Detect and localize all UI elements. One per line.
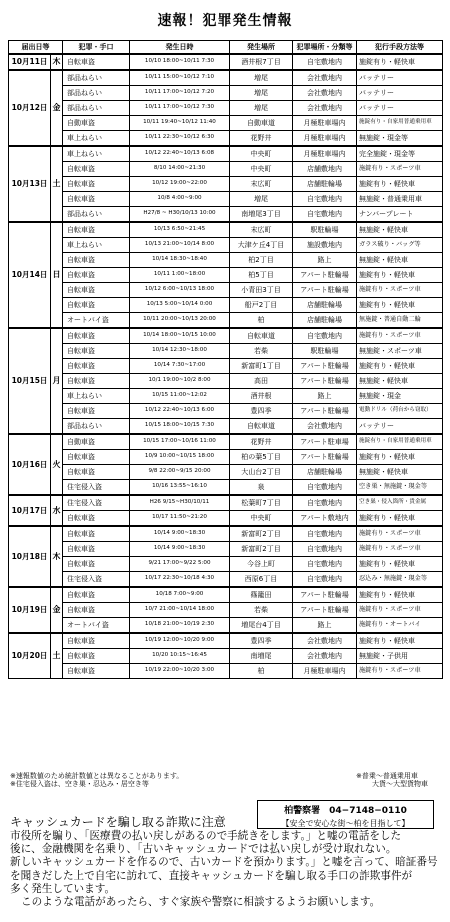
method-cell: 無施錠・軽快車 (357, 253, 443, 268)
location-cell: 柏 (230, 313, 293, 329)
place-category-cell: 店舗駐輪場 (293, 313, 357, 329)
location-cell: 自転車道 (230, 328, 293, 344)
table-row (9, 131, 443, 147)
header-crime-type: 犯罪・手口 (63, 41, 130, 55)
datetime-cell: 10/14 9:00~18:30 (130, 542, 230, 557)
datetime-cell: 10/11 1:00~18:00 (130, 268, 230, 283)
weekday-cell: 日 (51, 222, 63, 328)
crime-type-cell: 自転車盗 (63, 177, 130, 192)
method-cell: 施錠有り・スポーツ車 (357, 603, 443, 618)
crime-type-cell: 自転車盗 (63, 450, 130, 465)
table-row (9, 298, 443, 313)
datetime-cell: 10/20 10:15~16:45 (130, 649, 230, 664)
method-cell: 施錠有り・自家用普通乗用車 (357, 434, 443, 450)
location-cell: 柏の葉5丁目 (230, 450, 293, 465)
report-date-cell: 10月13日 (9, 146, 51, 222)
method-cell: 施錠有り・スポーツ車 (357, 526, 443, 542)
method-cell: 施錠有り・軽快車 (357, 177, 443, 192)
place-category-cell: 月極駐車場内 (293, 146, 357, 162)
table-row (9, 192, 443, 207)
weekday-cell: 土 (51, 633, 63, 679)
report-date-cell: 10月12日 (9, 70, 51, 146)
table-row (9, 664, 443, 679)
place-category-cell: 会社敷地内 (293, 649, 357, 664)
table-row (9, 389, 443, 404)
crime-type-cell: 自転車盗 (63, 253, 130, 268)
datetime-cell: 10/14 12:30~18:00 (130, 344, 230, 359)
place-category-cell: 施設敷地内 (293, 238, 357, 253)
crime-type-cell: 住宅侵入盗 (63, 495, 130, 511)
weekday-cell: 木 (51, 526, 63, 587)
table-row (9, 633, 443, 649)
table-row (9, 101, 443, 116)
table-row (9, 70, 443, 86)
place-category-cell: 自宅敷地内 (293, 207, 357, 223)
crime-type-cell: 部品ねらい (63, 207, 130, 223)
location-cell: 自転車道 (230, 419, 293, 435)
table-row (9, 86, 443, 101)
method-cell: 施錠有り・軽快車 (357, 511, 443, 527)
note-vehicle-abbrev-1: ※普乗～普通乗用車 (356, 772, 418, 780)
place-category-cell: 自宅敷地内 (293, 480, 357, 496)
place-category-cell: 月極駐車場内 (293, 664, 357, 679)
report-date-cell: 10月14日 (9, 222, 51, 328)
weekday-cell: 金 (51, 587, 63, 633)
table-row (9, 374, 443, 389)
location-cell: 花野井 (230, 434, 293, 450)
header-method: 犯行手段方法等 (357, 41, 443, 55)
crime-type-cell: オートバイ盗 (63, 618, 130, 634)
table-row (9, 465, 443, 480)
crime-type-cell: 自転車盗 (63, 542, 130, 557)
datetime-cell: 10/1 19:00~10/2 8:00 (130, 374, 230, 389)
datetime-cell: 10/7 21:00~10/14 18:00 (130, 603, 230, 618)
location-cell: 松葉町7丁目 (230, 495, 293, 511)
location-cell: 中央町 (230, 511, 293, 527)
table-row (9, 618, 443, 634)
table-row (9, 328, 443, 344)
table-row (9, 207, 443, 223)
method-cell: バッテリー (357, 86, 443, 101)
location-cell: 新富町2丁目 (230, 542, 293, 557)
place-category-cell: 自宅敷地内 (293, 572, 357, 588)
table-row (9, 238, 443, 253)
place-category-cell: 会社敷地内 (293, 86, 357, 101)
location-cell: 西原6丁目 (230, 572, 293, 588)
table-row (9, 344, 443, 359)
place-category-cell: 駅駐輪場 (293, 222, 357, 238)
method-cell: 施錠有り・軽快車 (357, 587, 443, 603)
place-category-cell: 月極駐車場内 (293, 131, 357, 147)
method-cell: 施錠有り・軽快車 (357, 450, 443, 465)
crime-type-cell: 自転車盗 (63, 344, 130, 359)
warning-title: キャッシュカードを騙し取る詐欺に注意 (10, 815, 226, 829)
table-row (9, 283, 443, 298)
crime-type-cell: 車上ねらい (63, 238, 130, 253)
method-cell: 忍込み・無施錠・現金等 (357, 572, 443, 588)
table-row (9, 603, 443, 618)
note-statistics: ※速報数値のため統計数値とは異なることがあります。 (10, 772, 184, 780)
method-cell: 無施錠・軽快車 (357, 374, 443, 389)
table-row (9, 649, 443, 664)
method-cell: 無施錠・子供用 (357, 649, 443, 664)
report-date-cell: 10月20日 (9, 633, 51, 679)
location-cell: 柏5丁目 (230, 268, 293, 283)
datetime-cell: 10/13 6:50~21:45 (130, 222, 230, 238)
note-burglary: ※住宅侵入盗は、空き巣・忍込み・居空き等 (10, 780, 149, 788)
location-cell: 若柴 (230, 344, 293, 359)
header-place-category: 犯罪場所・分類等 (293, 41, 357, 55)
location-cell: 中央町 (230, 146, 293, 162)
table-row (9, 177, 443, 192)
crime-type-cell: 自転車盗 (63, 374, 130, 389)
place-category-cell: アパート駐輪場 (293, 603, 357, 618)
warning-line: を聞きだした上で自宅に訪れて、直接キャッシュカードを騙し取る手口の詐欺事件が (10, 869, 413, 882)
method-cell: 施錠有り・軽快車 (357, 298, 443, 313)
warning-line: 多く発生しています。 (10, 882, 116, 895)
table-row (9, 495, 443, 511)
location-cell: 増尾 (230, 86, 293, 101)
police-motto: 【安全で安心な街〜柏を目指して】 (281, 819, 410, 828)
warning-line: 後に、金融機関を名乗り、「古いキャッシュカードでは払い戻しが受け取れない。 (10, 843, 397, 856)
table-row (9, 587, 443, 603)
location-cell: 酒井根 (230, 389, 293, 404)
report-date-cell: 10月18日 (9, 526, 51, 587)
location-cell: 花野井 (230, 131, 293, 147)
method-cell: 無施錠・現金等 (357, 131, 443, 147)
table-row (9, 480, 443, 496)
location-cell: 柏2丁目 (230, 253, 293, 268)
place-category-cell: 路上 (293, 389, 357, 404)
method-cell: 施錠有り・自家用普通乗用車 (357, 116, 443, 131)
location-cell: 末広町 (230, 177, 293, 192)
crime-type-cell: 自転車盗 (63, 649, 130, 664)
warning-line: 新しいキャッシュカードを作るので、古いカードを預かります。」と嘘を言って、暗証番号 (10, 856, 438, 869)
crime-type-cell: 自転車盗 (63, 526, 130, 542)
table-row (9, 54, 443, 70)
place-category-cell: 月極駐車場内 (293, 116, 357, 131)
method-cell: 電動ドリル（荷台から窃取） (357, 404, 443, 419)
warning-line: 市役所を騙り、「医療費の払い戻しがあるので手続きをします。」と嘘の電話をした (10, 830, 402, 842)
location-cell: 船戸2丁目 (230, 298, 293, 313)
table-row (9, 253, 443, 268)
place-category-cell: 自宅敷地内 (293, 328, 357, 344)
crime-type-cell: 自転車盗 (63, 587, 130, 603)
place-category-cell: 店舗敷地内 (293, 162, 357, 177)
crime-type-cell: 自動車盗 (63, 434, 130, 450)
datetime-cell: 10/18 7:00~9:00 (130, 587, 230, 603)
place-category-cell: アパート敷地内 (293, 511, 357, 527)
place-category-cell: 会社敷地内 (293, 633, 357, 649)
location-cell: 増尾 (230, 70, 293, 86)
place-category-cell: 店舗駐輪場 (293, 177, 357, 192)
method-cell: バッテリー (357, 101, 443, 116)
place-category-cell: アパート駐輪場 (293, 404, 357, 419)
place-category-cell: 路上 (293, 618, 357, 634)
location-cell: 新富町2丁目 (230, 526, 293, 542)
crime-type-cell: 住宅侵入盗 (63, 572, 130, 588)
table-row (9, 557, 443, 572)
crime-type-cell: 自転車盗 (63, 222, 130, 238)
warning-line: このような電話があったら、すぐ家族や警察に相談するようお願いします。 (21, 896, 381, 909)
weekday-cell: 火 (51, 434, 63, 495)
header-location: 発生場所 (230, 41, 293, 55)
method-cell: 施錠有り・軽快車 (357, 633, 443, 649)
weekday-cell: 土 (51, 146, 63, 222)
place-category-cell: 自宅敷地内 (293, 495, 357, 511)
location-cell: 小青田3丁目 (230, 283, 293, 298)
place-category-cell: 会社敷地内 (293, 101, 357, 116)
method-cell: 無施錠・普通自動二輪 (357, 313, 443, 329)
crime-type-cell: 自転車盗 (63, 162, 130, 177)
report-date-cell: 10月11日 (9, 54, 51, 70)
method-cell: ナンバープレート (357, 207, 443, 223)
place-category-cell: 路上 (293, 253, 357, 268)
table-row (9, 116, 443, 131)
datetime-cell: 9/21 17:00~9/22 5:00 (130, 557, 230, 572)
method-cell: 空き巣・無施錠・現金等 (357, 480, 443, 496)
crime-type-cell: 自転車盗 (63, 633, 130, 649)
crime-type-cell: 車上ねらい (63, 146, 130, 162)
police-contact-box (257, 800, 434, 829)
method-cell: 施錠有り・スポーツ車 (357, 328, 443, 344)
location-cell: 末広町 (230, 222, 293, 238)
table-row (9, 313, 443, 329)
location-cell: 中央町 (230, 162, 293, 177)
datetime-cell: H27/8 ~ H30/10/13 10:00 (130, 207, 230, 223)
datetime-cell: 10/17 22:30~10/18 4:30 (130, 572, 230, 588)
datetime-cell: 10/12 19:00~22:00 (130, 177, 230, 192)
table-row (9, 404, 443, 419)
crime-type-cell: 部品ねらい (63, 419, 130, 435)
method-cell: 施錠有り・オートバイ (357, 618, 443, 634)
crime-type-cell: 自転車盗 (63, 54, 130, 70)
location-cell: 増尾 (230, 192, 293, 207)
datetime-cell: 10/11 20:00~10/13 20:00 (130, 313, 230, 329)
datetime-cell: 10/12 6:00~10/13 18:00 (130, 283, 230, 298)
crime-type-cell: 自転車盗 (63, 283, 130, 298)
method-cell: ガラス破り・バッグ等 (357, 238, 443, 253)
method-cell: 施錠有り・軽快車 (357, 268, 443, 283)
place-category-cell: 駅駐輪場 (293, 344, 357, 359)
method-cell: 施錠有り・スポーツ車 (357, 542, 443, 557)
datetime-cell: 10/11 19:40~10/12 11:40 (130, 116, 230, 131)
crime-type-cell: 住宅侵入盗 (63, 480, 130, 496)
page-title: 速報！犯罪発生情報 (157, 13, 293, 29)
location-cell: 増尾 (230, 101, 293, 116)
location-cell: 大山台2丁目 (230, 465, 293, 480)
crime-type-cell: 自転車盗 (63, 404, 130, 419)
location-cell: 高田 (230, 374, 293, 389)
datetime-cell: 10/16 13:55~16:10 (130, 480, 230, 496)
place-category-cell: 自宅敷地内 (293, 542, 357, 557)
table-row (9, 434, 443, 450)
location-cell: 柏 (230, 664, 293, 679)
weekday-cell: 月 (51, 328, 63, 434)
datetime-cell: 10/13 21:00~10/14 8:00 (130, 238, 230, 253)
datetime-cell: 10/10 18:00~10/11 7:30 (130, 54, 230, 70)
datetime-cell: 10/9 10:00~10/15 18:00 (130, 450, 230, 465)
place-category-cell: 会社敷地内 (293, 70, 357, 86)
datetime-cell: 10/11 17:00~10/12 7:20 (130, 86, 230, 101)
datetime-cell: 10/14 7:30~17:00 (130, 359, 230, 374)
table-row (9, 359, 443, 374)
method-cell: バッテリー (357, 419, 443, 435)
location-cell: 南増尾 (230, 649, 293, 664)
weekday-cell: 木 (51, 54, 63, 70)
datetime-cell: H26 9/15~H30/10/11 (130, 495, 230, 511)
location-cell: 泉 (230, 480, 293, 496)
method-cell: 空き巣・侵入箇所・貴金属 (357, 495, 443, 511)
method-cell: 無施錠・現金 (357, 389, 443, 404)
crime-type-cell: 部品ねらい (63, 101, 130, 116)
place-category-cell: アパート駐車場 (293, 434, 357, 450)
table-body (9, 54, 443, 679)
datetime-cell: 10/11 17:00~10/12 7:30 (130, 101, 230, 116)
datetime-cell: 10/17 11:50~21:20 (130, 511, 230, 527)
datetime-cell: 10/8 4:00~9:00 (130, 192, 230, 207)
header-datetime: 発生日時 (130, 41, 230, 55)
crime-type-cell: 車上ねらい (63, 389, 130, 404)
report-date-cell: 10月15日 (9, 328, 51, 434)
crime-type-cell: 自転車盗 (63, 465, 130, 480)
table-row (9, 268, 443, 283)
location-cell: 豊四季 (230, 404, 293, 419)
place-category-cell: アパート駐輪場 (293, 359, 357, 374)
datetime-cell: 10/14 9:00~18:30 (130, 526, 230, 542)
place-category-cell: 店舗駐輪場 (293, 465, 357, 480)
crime-type-cell: 自転車盗 (63, 603, 130, 618)
method-cell: 無施錠・軽快車 (357, 465, 443, 480)
note-vehicle-abbrev-2: 大貨～大型貨物車 (372, 780, 428, 788)
datetime-cell: 10/15 17:00~10/16 11:00 (130, 434, 230, 450)
table-row (9, 526, 443, 542)
method-cell: バッテリー (357, 70, 443, 86)
datetime-cell: 10/19 22:00~10/20 3:00 (130, 664, 230, 679)
datetime-cell: 10/14 18:00~10/15 10:00 (130, 328, 230, 344)
location-cell: 酒井根7丁目 (230, 54, 293, 70)
place-category-cell: 会社敷地内 (293, 419, 357, 435)
datetime-cell: 10/15 18:00~10/15 7:30 (130, 419, 230, 435)
method-cell: 施錠有り・スポーツ車 (357, 664, 443, 679)
datetime-cell: 10/11 22:30~10/12 6:30 (130, 131, 230, 147)
datetime-cell: 10/15 11:00~12:02 (130, 389, 230, 404)
datetime-cell: 9/8 22:00~9/15 20:00 (130, 465, 230, 480)
crime-type-cell: 自転車盗 (63, 359, 130, 374)
method-cell: 無施錠・スポーツ車 (357, 344, 443, 359)
place-category-cell: 自宅敷地内 (293, 192, 357, 207)
place-category-cell: 自宅敷地内 (293, 54, 357, 70)
datetime-cell: 10/19 12:00~10/20 9:00 (130, 633, 230, 649)
place-category-cell: 自宅敷地内 (293, 557, 357, 572)
crime-type-cell: 部品ねらい (63, 70, 130, 86)
datetime-cell: 10/12 22:40~10/13 6:00 (130, 404, 230, 419)
table-row (9, 419, 443, 435)
crime-type-cell: 自動車盗 (63, 116, 130, 131)
place-category-cell: アパート駐輪場 (293, 283, 357, 298)
method-cell: 無施錠・普通乗用車 (357, 192, 443, 207)
location-cell: 新富町1丁目 (230, 359, 293, 374)
method-cell: 完全施錠・現金等 (357, 146, 443, 162)
crime-type-cell: 自転車盗 (63, 511, 130, 527)
crime-type-cell: 自転車盗 (63, 192, 130, 207)
report-date-cell: 10月17日 (9, 495, 51, 526)
location-cell: 今谷上町 (230, 557, 293, 572)
location-cell: 篠籠田 (230, 587, 293, 603)
location-cell: 南増尾3丁目 (230, 207, 293, 223)
datetime-cell: 10/18 21:00~10/19 2:30 (130, 618, 230, 634)
method-cell: 施錠有り・軽快車 (357, 54, 443, 70)
crime-type-cell: 自転車盗 (63, 557, 130, 572)
table-header-row (9, 41, 443, 55)
crime-type-cell: 車上ねらい (63, 131, 130, 147)
place-category-cell: アパート駐輪場 (293, 374, 357, 389)
datetime-cell: 10/12 22:40~10/13 6:08 (130, 146, 230, 162)
datetime-cell: 10/11 15:00~10/12 7:10 (130, 70, 230, 86)
location-cell: 大津ケ丘4丁目 (230, 238, 293, 253)
location-cell: 若柴 (230, 603, 293, 618)
police-name-phone: 柏警察署 04−7148−0110 (284, 806, 407, 816)
weekday-cell: 水 (51, 495, 63, 526)
weekday-cell: 金 (51, 70, 63, 146)
table-row (9, 572, 443, 588)
table-row (9, 511, 443, 527)
place-category-cell: アパート駐輪場 (293, 450, 357, 465)
location-cell: 増尾台4丁目 (230, 618, 293, 634)
method-cell: 施錠有り・スポーツ車 (357, 283, 443, 298)
location-cell: 豊四季 (230, 633, 293, 649)
crime-type-cell: 部品ねらい (63, 86, 130, 101)
place-category-cell: 店舗駐輪場 (293, 298, 357, 313)
place-category-cell: 自宅敷地内 (293, 526, 357, 542)
method-cell: 無施錠・軽快車 (357, 222, 443, 238)
crime-type-cell: 自転車盗 (63, 328, 130, 344)
crime-table (8, 40, 443, 679)
crime-type-cell: オートバイ盗 (63, 313, 130, 329)
crime-type-cell: 自転車盗 (63, 268, 130, 283)
crime-type-cell: 自転車盗 (63, 298, 130, 313)
report-date-cell: 10月19日 (9, 587, 51, 633)
table-row (9, 222, 443, 238)
datetime-cell: 10/14 18:30~18:40 (130, 253, 230, 268)
header-report-date: 届出日等 (9, 41, 63, 55)
table-row (9, 146, 443, 162)
datetime-cell: 10/13 5:00~10/14 0:00 (130, 298, 230, 313)
table-row (9, 450, 443, 465)
warning-body (10, 830, 440, 909)
method-cell: 施錠有り・軽快車 (357, 359, 443, 374)
table-row (9, 162, 443, 177)
place-category-cell: アパート駐輪場 (293, 268, 357, 283)
place-category-cell: アパート駐輪場 (293, 587, 357, 603)
table-row (9, 542, 443, 557)
location-cell: 自動車道 (230, 116, 293, 131)
crime-type-cell: 自転車盗 (63, 664, 130, 679)
datetime-cell: 8/10 14:00~21:30 (130, 162, 230, 177)
method-cell: 施錠有り・軽快車 (357, 557, 443, 572)
method-cell: 施錠有り・スポーツ車 (357, 162, 443, 177)
report-date-cell: 10月16日 (9, 434, 51, 495)
